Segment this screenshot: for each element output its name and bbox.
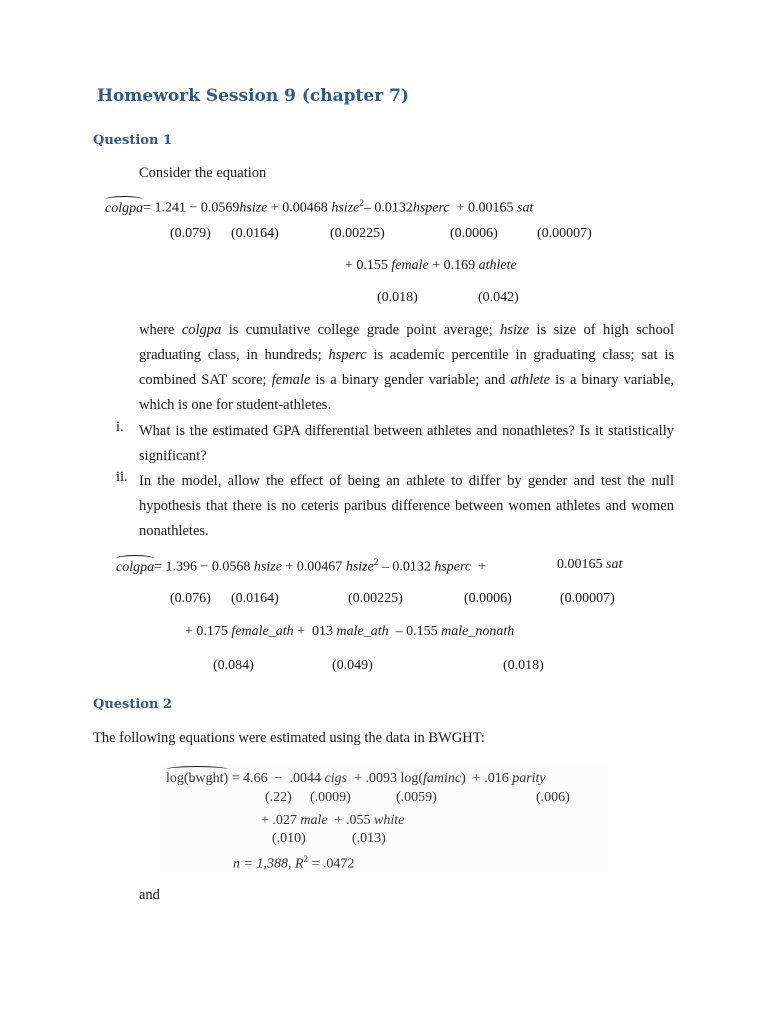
desc-var: hsperc — [328, 347, 367, 363]
q2-intro: The following equations were estimated using the data in BWGHT: — [93, 730, 485, 746]
equation-2-line-2 — [185, 624, 514, 640]
eq-var: female_ath — [231, 624, 294, 639]
eq-var: hsize — [253, 559, 282, 575]
se-value: (0.0164) — [231, 226, 279, 241]
se-value: (0.00225) — [330, 226, 385, 241]
colgpa-hat: colgpa — [116, 559, 155, 575]
eq-term: + .027 — [261, 813, 301, 828]
eq-var: sat — [517, 200, 534, 216]
eq-var: hsperc — [434, 559, 472, 575]
eq-term: – 0.0132 — [363, 200, 413, 216]
se-value: (0.00007) — [537, 226, 592, 241]
se-value: (.013) — [352, 831, 386, 846]
eq-var: hsperc — [412, 200, 450, 216]
desc-var: female — [271, 372, 311, 388]
page-title: Homework Session 9 (chapter 7) — [97, 86, 409, 106]
se-value: (0.0006) — [450, 226, 498, 241]
se-value: (.22) — [265, 790, 292, 805]
eq-exponent: 2 — [303, 854, 308, 864]
desc-var: hsize — [500, 322, 530, 338]
equation-1-line-1 — [105, 198, 533, 217]
and-text: and — [139, 887, 160, 903]
q1-intro: Consider the equation — [139, 165, 267, 181]
eq-var: hsize — [345, 559, 374, 575]
eq-term: = 1.241 − 0.0569 — [143, 200, 240, 216]
se-value: (.006) — [536, 790, 570, 805]
eq-term: + 0.155 — [345, 258, 392, 273]
se-value: (0.076) — [170, 591, 211, 606]
log-bwght-hat: log(bwght) — [166, 771, 229, 786]
item-text: In the model, allow the effect of being an athlete to differ by gender and test the null hypothesis that there is no ceteris paribus difference between women athletes and women nonathletes. — [139, 473, 674, 539]
equation-2-line-1-end — [557, 557, 622, 573]
se-value: (0.00225) — [348, 591, 403, 606]
eq-var: hsize — [239, 200, 268, 216]
desc-text: where — [139, 322, 182, 338]
se-value: (0.0164) — [231, 591, 279, 606]
eq-term: – 0.0132 — [378, 559, 435, 575]
eq-var: hsize — [331, 200, 360, 216]
eq-term: ) + .016 — [461, 771, 513, 786]
se-value: (0.0006) — [464, 591, 512, 606]
equation-2-line-1 — [116, 557, 486, 576]
eq-term: + 013 — [293, 624, 337, 639]
se-value: (0.042) — [478, 290, 519, 305]
se-value: (0.018) — [503, 658, 544, 673]
stats-r2: = .0472 — [308, 856, 355, 872]
eq-term: + .0093 log( — [347, 771, 424, 786]
eq-var: parity — [512, 771, 546, 786]
colgpa-hat: colgpa — [105, 200, 144, 216]
eq-term: = 4.66 − .0044 — [231, 771, 325, 786]
bwght-line-1 — [166, 771, 546, 787]
eq-term: + 0.00165 — [449, 200, 518, 216]
eq-term: – 0.155 — [388, 624, 442, 639]
desc-text: is size of high school graduating class, in hundreds; — [139, 322, 674, 363]
eq-var: athlete — [478, 258, 517, 273]
se-value: (.010) — [272, 831, 306, 846]
se-value: (.0059) — [396, 790, 437, 805]
eq-exponent: 2 — [359, 198, 364, 208]
item-number: ii. — [116, 469, 128, 485]
eq-term: + 0.00467 — [281, 559, 346, 575]
eq-var: male — [300, 813, 328, 828]
eq-var: white — [374, 813, 405, 828]
item-text: What is the estimated GPA differential between athletes and nonathletes? Is it statistically significant? — [139, 423, 674, 464]
variable-description — [139, 318, 674, 418]
se-value: (0.018) — [377, 290, 418, 305]
bwght-stats — [233, 854, 354, 873]
eq-term: = 1.396 − 0.0568 — [154, 559, 254, 575]
se-value: (0.084) — [213, 658, 254, 673]
eq-term: 0.00165 — [557, 557, 606, 572]
se-value: (0.00007) — [560, 591, 615, 606]
se-value: (0.079) — [170, 226, 211, 241]
eq-term: + 0.169 — [428, 258, 479, 273]
eq-var: faminc — [423, 771, 462, 786]
question-1-heading: Question 1 — [93, 133, 173, 148]
item-number: i. — [116, 419, 124, 435]
desc-var: athlete — [510, 372, 551, 388]
desc-text: is cumulative college grade point average; — [221, 322, 501, 338]
desc-var: colgpa — [181, 322, 222, 338]
se-value: (.0009) — [310, 790, 351, 805]
eq-term: + 0.00468 — [267, 200, 332, 216]
eq-var: male_nonath — [441, 624, 515, 639]
desc-text: is a binary gender variable; and — [310, 372, 511, 388]
eq-var: female — [391, 258, 429, 273]
eq-term: + .055 — [327, 813, 375, 828]
eq-exponent: 2 — [373, 557, 379, 567]
eq-term: + 0.175 — [185, 624, 232, 639]
stats-n: n = 1,388, R — [233, 856, 304, 872]
desc-text: is a binary variable, which is one for student-athletes. — [139, 372, 675, 413]
equation-1-line-2 — [345, 258, 517, 274]
eq-var: cigs — [324, 771, 348, 786]
eq-var: sat — [606, 557, 623, 572]
bwght-line-2 — [261, 813, 404, 829]
desc-text: is academic percentile in graduating class; sat is combined SAT score; — [139, 347, 674, 388]
question-2-heading: Question 2 — [93, 697, 173, 712]
eq-term: + — [471, 559, 487, 575]
se-value: (0.049) — [332, 658, 373, 673]
eq-var: male_ath — [336, 624, 389, 639]
